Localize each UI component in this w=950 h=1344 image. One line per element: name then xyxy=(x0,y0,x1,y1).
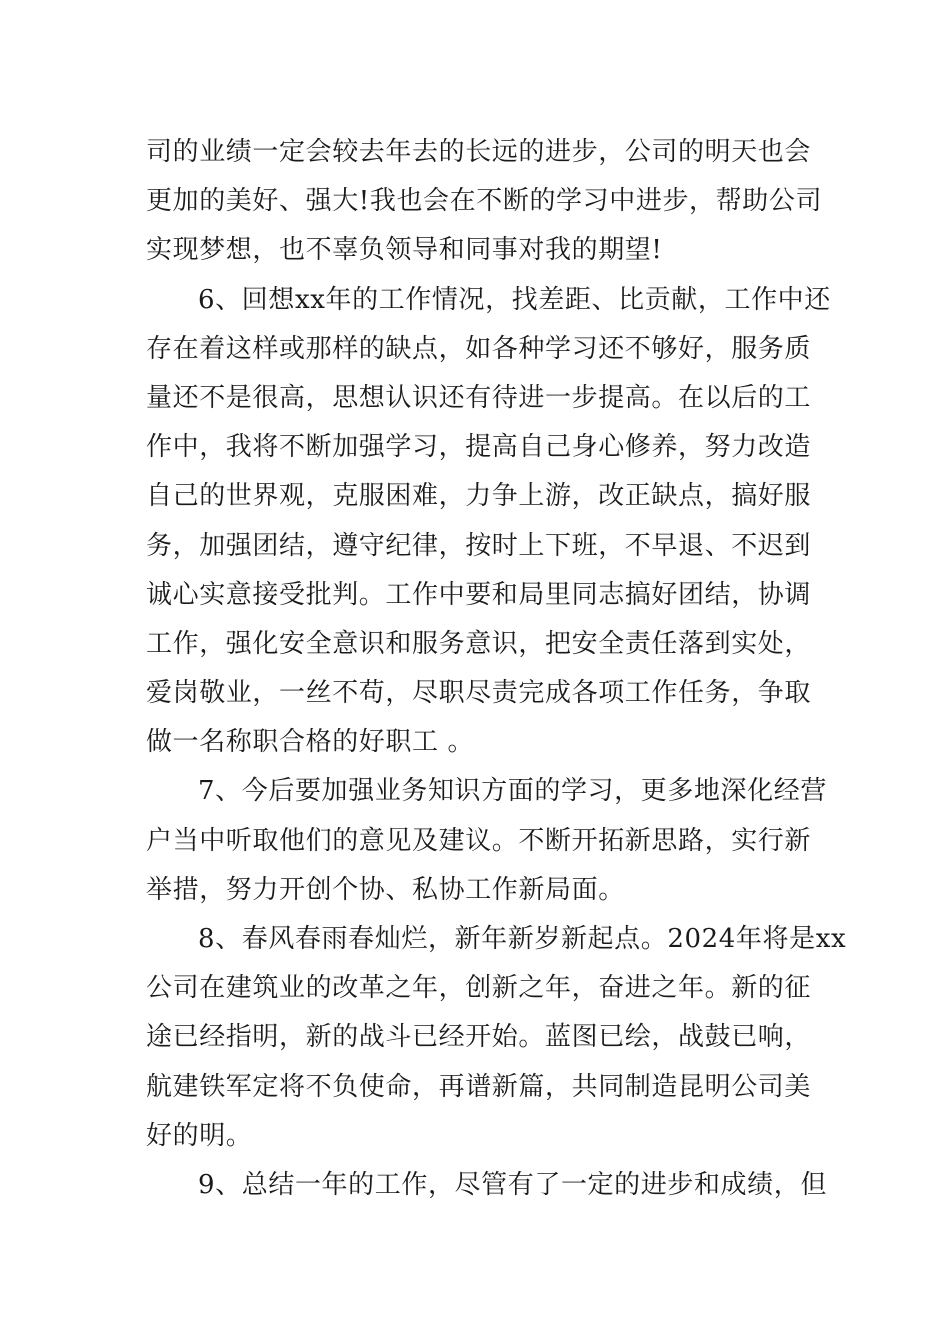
text-line: 实现梦想，也不辜负领导和同事对我的期望! xyxy=(146,235,663,266)
document-body xyxy=(146,128,847,1210)
text-line: 自己的世界观，克服困难，力争上游，改正缺点，搞好服 xyxy=(146,481,812,512)
text-line: 诚心实意接受批判。工作中要和局里同志搞好团结，协调 xyxy=(146,579,812,610)
text-line: 途已经指明，新的战斗已经开始。蓝图已绘，战鼓已响， xyxy=(146,1022,812,1053)
text-line: 更加的美好、强大!我也会在不断的学习中进步，帮助公司 xyxy=(146,186,823,217)
paragraph-first-line: 9、总结一年的工作，尽管有了一定的进步和成绩，但 xyxy=(198,1169,827,1200)
text-line: 做一名称职合格的好职工 。 xyxy=(146,727,475,758)
paragraph-first-line: 7、今后要加强业务知识方面的学习，更多地深化经营 xyxy=(198,776,827,807)
text-line: 作中，我将不断加强学习，提高自己身心修养，努力改造 xyxy=(146,432,812,463)
text-line: 户当中听取他们的意见及建议。不断开拓新思路，实行新 xyxy=(146,825,812,856)
paragraph-first-line: 6、回想xx年的工作情况，找差距、比贡献，工作中还 xyxy=(198,284,831,315)
text-line: 务，加强团结，遵守纪律，按时上下班，不早退、不迟到 xyxy=(146,530,812,561)
text-line: 好的明。 xyxy=(146,1120,253,1151)
text-line: 工作，强化安全意识和服务意识，把安全责任落到实处， xyxy=(146,628,812,659)
text-line: 存在着这样或那样的缺点，如各种学习还不够好，服务质 xyxy=(146,333,812,364)
text-line: 司的业绩一定会较去年去的长远的进步，公司的明天也会 xyxy=(146,137,812,167)
paragraph-first-line: 8、春风春雨春灿烂，新年新岁新起点。2024年将是xx xyxy=(198,924,847,954)
text-line: 航建铁军定将不负使命，再谱新篇，共同制造昆明公司美 xyxy=(146,1071,812,1102)
text-line: 举措，努力开创个协、私协工作新局面。 xyxy=(146,874,625,905)
text-line: 量还不是很高，思想认识还有待进一步提高。在以后的工 xyxy=(146,382,812,413)
text-line: 爱岗敬业，一丝不苟，尽职尽责完成各项工作任务，争取 xyxy=(146,678,812,709)
text-line: 公司在建筑业的改革之年，创新之年，奋进之年。新的征 xyxy=(146,973,812,1004)
